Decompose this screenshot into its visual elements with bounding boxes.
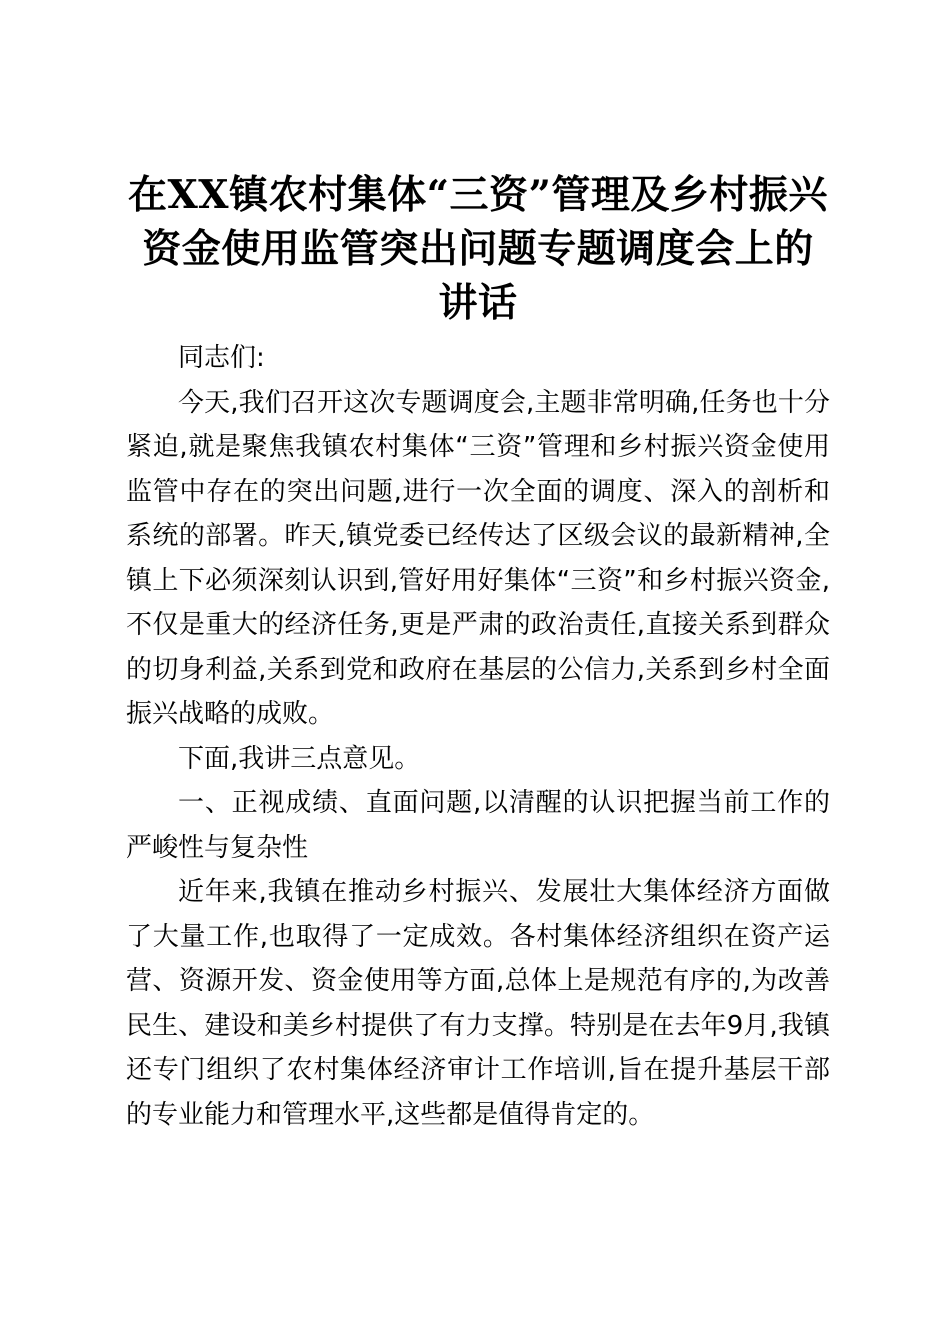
document-title: 在XX镇农村集体“三资”管理及乡村振兴资金使用监管突出问题专题调度会上的讲话 [128,172,828,326]
section-heading: 一、正视成绩、直面问题,以清醒的认识把握当前工作的严峻性与复杂性 [126,788,830,863]
body-paragraph: 近年来,我镇在推动乡村振兴、发展壮大集体经济方面做了大量工作,也取得了一定成效。各村集体经济组织在资产运营、资源开发、资金使用等方面,总体上是规范有序的,为改善民生、建设和美乡村提供了有力支撑。特别是在去年9月,我镇还专门组织了农村集体经济审计工作培训,旨在提升基层干部的专业能力和管理水平,这些都是值得肯定的。 [126,877,830,1130]
salutation-paragraph: 同志们: [178,343,265,373]
document-body [126,336,830,1137]
body-paragraph: 今天,我们召开这次专题调度会,主题非常明确,任务也十分紧迫,就是聚焦我镇农村集体“三资”管理和乡村振兴资金使用监管中存在的突出问题,进行一次全面的调度、深入的剖析和系统的部署。昨天,镇党委已经传达了区级会议的最新精神,全镇上下必须深刻认识到,管好用好集体“三资”和乡村振兴资金,不仅是重大的经济任务,更是严肃的政治责任,直接关系到群众的切身利益,关系到党和政府在基层的公信力,关系到乡村全面振兴战略的成败。 [126,387,830,729]
document-page [126,168,830,1137]
body-paragraph: 下面,我讲三点意见。 [178,743,421,774]
